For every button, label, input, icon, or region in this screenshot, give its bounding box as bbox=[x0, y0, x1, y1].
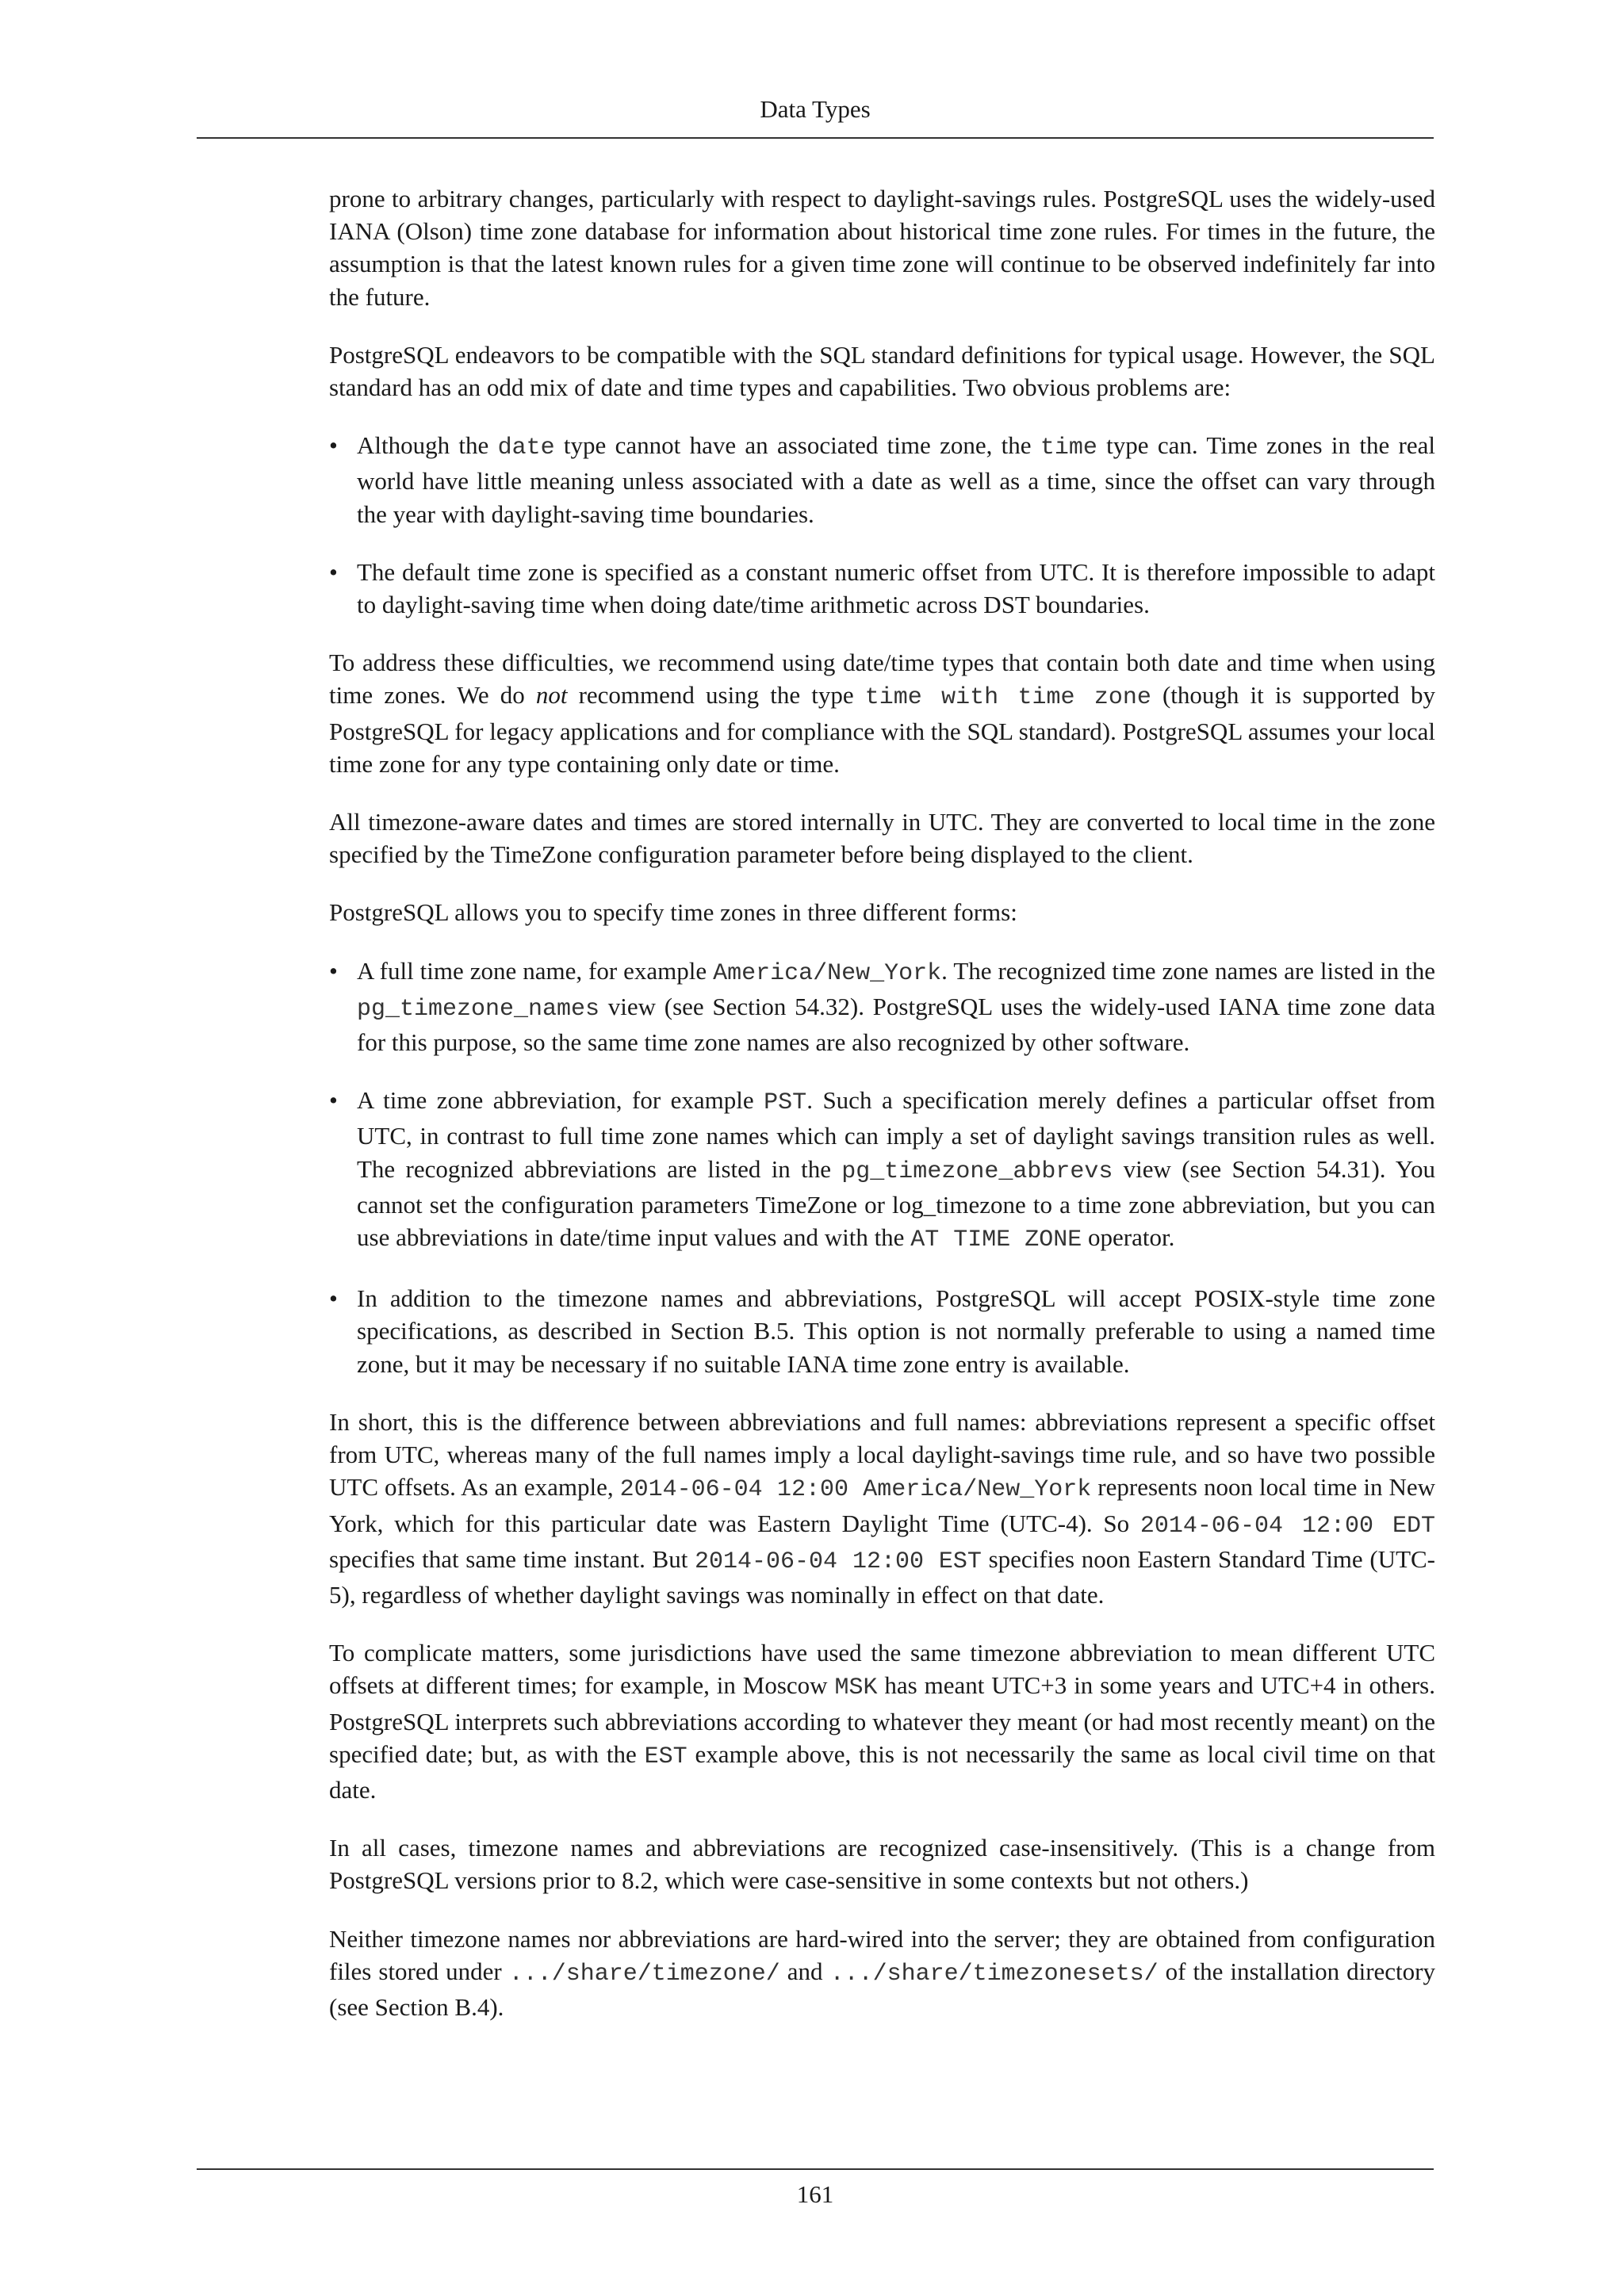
text: type can. Time zones in the real world have little meaning unless associated with a date as well as a time, since the offset can vary through the year with daylight-saving time boundaries. bbox=[357, 431, 1435, 528]
header-divider bbox=[197, 137, 1434, 139]
text: In short, this is the difference between abbreviations and full names: abbreviations represent a specific offset from UTC, whereas many of the full names imply a local daylight-savings time rule, and so have two possible UTC offsets. As an example, bbox=[329, 1407, 1435, 1502]
paragraph-7 bbox=[329, 1636, 1435, 1806]
code-pg-timezone-abbrevs: pg_timezone_abbrevs bbox=[841, 1158, 1113, 1185]
text: specifies noon Eastern Standard Time (UTC-5), regardless of whether daylight savings was nominally in effect on that date. bbox=[329, 1544, 1436, 1609]
bullet: • bbox=[329, 1086, 338, 1115]
text: and bbox=[779, 1957, 830, 1985]
list-item bbox=[329, 1282, 1435, 1380]
code-pst: PST bbox=[764, 1089, 807, 1117]
code-example-est: 2014-06-04 12:00 EST bbox=[695, 1548, 982, 1575]
text: operator. bbox=[1082, 1223, 1175, 1252]
text: . The recognized time zone names are listed in the bbox=[941, 956, 1435, 985]
text: All timezone-aware dates and times are stored internally in UTC. They are converted to local time in the zone specified by the TimeZone configuration parameter before being displayed to the client. bbox=[329, 808, 1435, 869]
code-time: time bbox=[1040, 434, 1097, 462]
text: recommend using the type bbox=[567, 681, 865, 710]
paragraph-1 bbox=[329, 182, 1435, 313]
text: Although the bbox=[357, 431, 498, 460]
text: specifies that same time instant. But bbox=[329, 1544, 695, 1573]
bullet: • bbox=[329, 431, 338, 460]
text: In all cases, timezone names and abbreviations are recognized case-insensitively. (This is a change from PostgreSQL versions prior to 8.2, which were case-sensitive in some contexts but not others.) bbox=[329, 1834, 1435, 1895]
code-pg-timezone-names: pg_timezone_names bbox=[357, 995, 600, 1023]
timezone-forms-list bbox=[329, 955, 1435, 1380]
text: PostgreSQL endeavors to be compatible with the SQL standard definitions for typical usage. However, the SQL standard has an odd mix of date and time types and capabilities. Two obvious problems are: bbox=[329, 340, 1435, 402]
text: type cannot have an associated time zone, the bbox=[554, 431, 1040, 460]
page-number: 161 bbox=[796, 2180, 834, 2208]
text: view (see Section 54.32). PostgreSQL uses the widely-used IANA time zone data for this purpose, so the same time zone names are also recognized by other software. bbox=[357, 992, 1435, 1057]
code-date: date bbox=[497, 434, 555, 462]
page-body bbox=[329, 182, 1435, 2049]
text: (though it is supported by PostgreSQL for legacy applications and for compliance with the SQL standard). PostgreSQL assumes your local time zone for any type containing only date or time. bbox=[329, 681, 1436, 778]
paragraph-9 bbox=[329, 1923, 1435, 2024]
problems-list bbox=[329, 429, 1435, 621]
code-america-new-york: America/New_York bbox=[713, 959, 942, 987]
footer-divider bbox=[197, 2168, 1434, 2170]
text: A time zone abbreviation, for example bbox=[357, 1086, 764, 1115]
text: prone to arbitrary changes, particularly with respect to daylight-savings rules. PostgreSQL uses the widely-used IANA (Olson) time zone database for information about historical time zone rules. For times in the future, the assumption is that the latest known rules for a given time zone will continue to be observed indefinitely far into the future. bbox=[329, 185, 1435, 311]
list-item bbox=[329, 556, 1435, 621]
text: . Such a specification merely defines a particular offset from UTC, in contrast to full time zone names which can imply a set of daylight savings transition rules as well. The recognized abbreviations are listed in the bbox=[357, 1086, 1435, 1183]
code-est: EST bbox=[644, 1743, 688, 1770]
page-header-title: Data Types bbox=[760, 95, 871, 123]
code-msk: MSK bbox=[834, 1674, 878, 1702]
paragraph-8 bbox=[329, 1831, 1435, 1896]
list-item bbox=[329, 1084, 1435, 1257]
code-share-timezone: .../share/timezone/ bbox=[508, 1960, 780, 1988]
text: To complicate matters, some jurisdictions have used the same timezone abbreviation to mean different UTC offsets at different times; for example, in Moscow bbox=[329, 1639, 1435, 1700]
text: To address these difficulties, we recommend using date/time types that contain both date and time when using time zones. We do bbox=[329, 649, 1435, 710]
paragraph-6 bbox=[329, 1406, 1435, 1611]
text: PostgreSQL allows you to specify time zones in three different forms: bbox=[329, 898, 1017, 927]
bullet: • bbox=[329, 557, 338, 586]
paragraph-5 bbox=[329, 896, 1435, 928]
code-at-time-zone: AT TIME ZONE bbox=[910, 1226, 1082, 1254]
emphasis-not: not bbox=[535, 681, 568, 710]
text: view (see Section 54.31). You cannot set the configuration parameters TimeZone or log_timezone to a time zone abbreviation, but you can use abbreviations in date/time input values and with the bbox=[357, 1154, 1435, 1252]
text: represents noon local time in New York, which for this particular date was Eastern Daylight Time (UTC-4). So bbox=[329, 1473, 1435, 1537]
code-example-edt: 2014-06-04 12:00 EDT bbox=[1139, 1512, 1435, 1540]
list-item bbox=[329, 429, 1435, 530]
list-item bbox=[329, 955, 1435, 1059]
paragraph-4 bbox=[329, 806, 1435, 871]
code-share-timezonesets: .../share/timezonesets/ bbox=[829, 1960, 1159, 1988]
paragraph-3 bbox=[329, 646, 1435, 780]
code-example-new-york: 2014-06-04 12:00 America/New_York bbox=[619, 1476, 1092, 1504]
code-time-with-time-zone: time with time zone bbox=[864, 684, 1151, 712]
text: Neither timezone names nor abbreviations are hard-wired into the server; they are obtained from configuration files stored under bbox=[329, 1924, 1435, 1985]
text: A full time zone name, for example bbox=[357, 956, 714, 985]
text: In addition to the timezone names and abbreviations, PostgreSQL will accept POSIX-style time zone specifications, as described in Section B.5. This option is not normally preferable to using a named time zone, but it may be necessary if no suitable IANA time zone entry is available. bbox=[357, 1284, 1435, 1378]
text: of the installation directory (see Section B.4). bbox=[329, 1957, 1435, 2021]
bullet: • bbox=[329, 956, 338, 985]
text: The default time zone is specified as a constant numeric offset from UTC. It is therefore impossible to adapt to daylight-saving time when doing date/time arithmetic across DST boundaries. bbox=[357, 557, 1435, 619]
text: has meant UTC+3 in some years and UTC+4 in others. PostgreSQL interprets such abbreviations according to whatever they meant (or had most recently meant) on the specified date; but, as with the bbox=[329, 1671, 1435, 1768]
text: example above, this is not necessarily the same as local civil time on that date. bbox=[329, 1739, 1435, 1804]
bullet: • bbox=[329, 1284, 338, 1313]
paragraph-2 bbox=[329, 339, 1435, 404]
